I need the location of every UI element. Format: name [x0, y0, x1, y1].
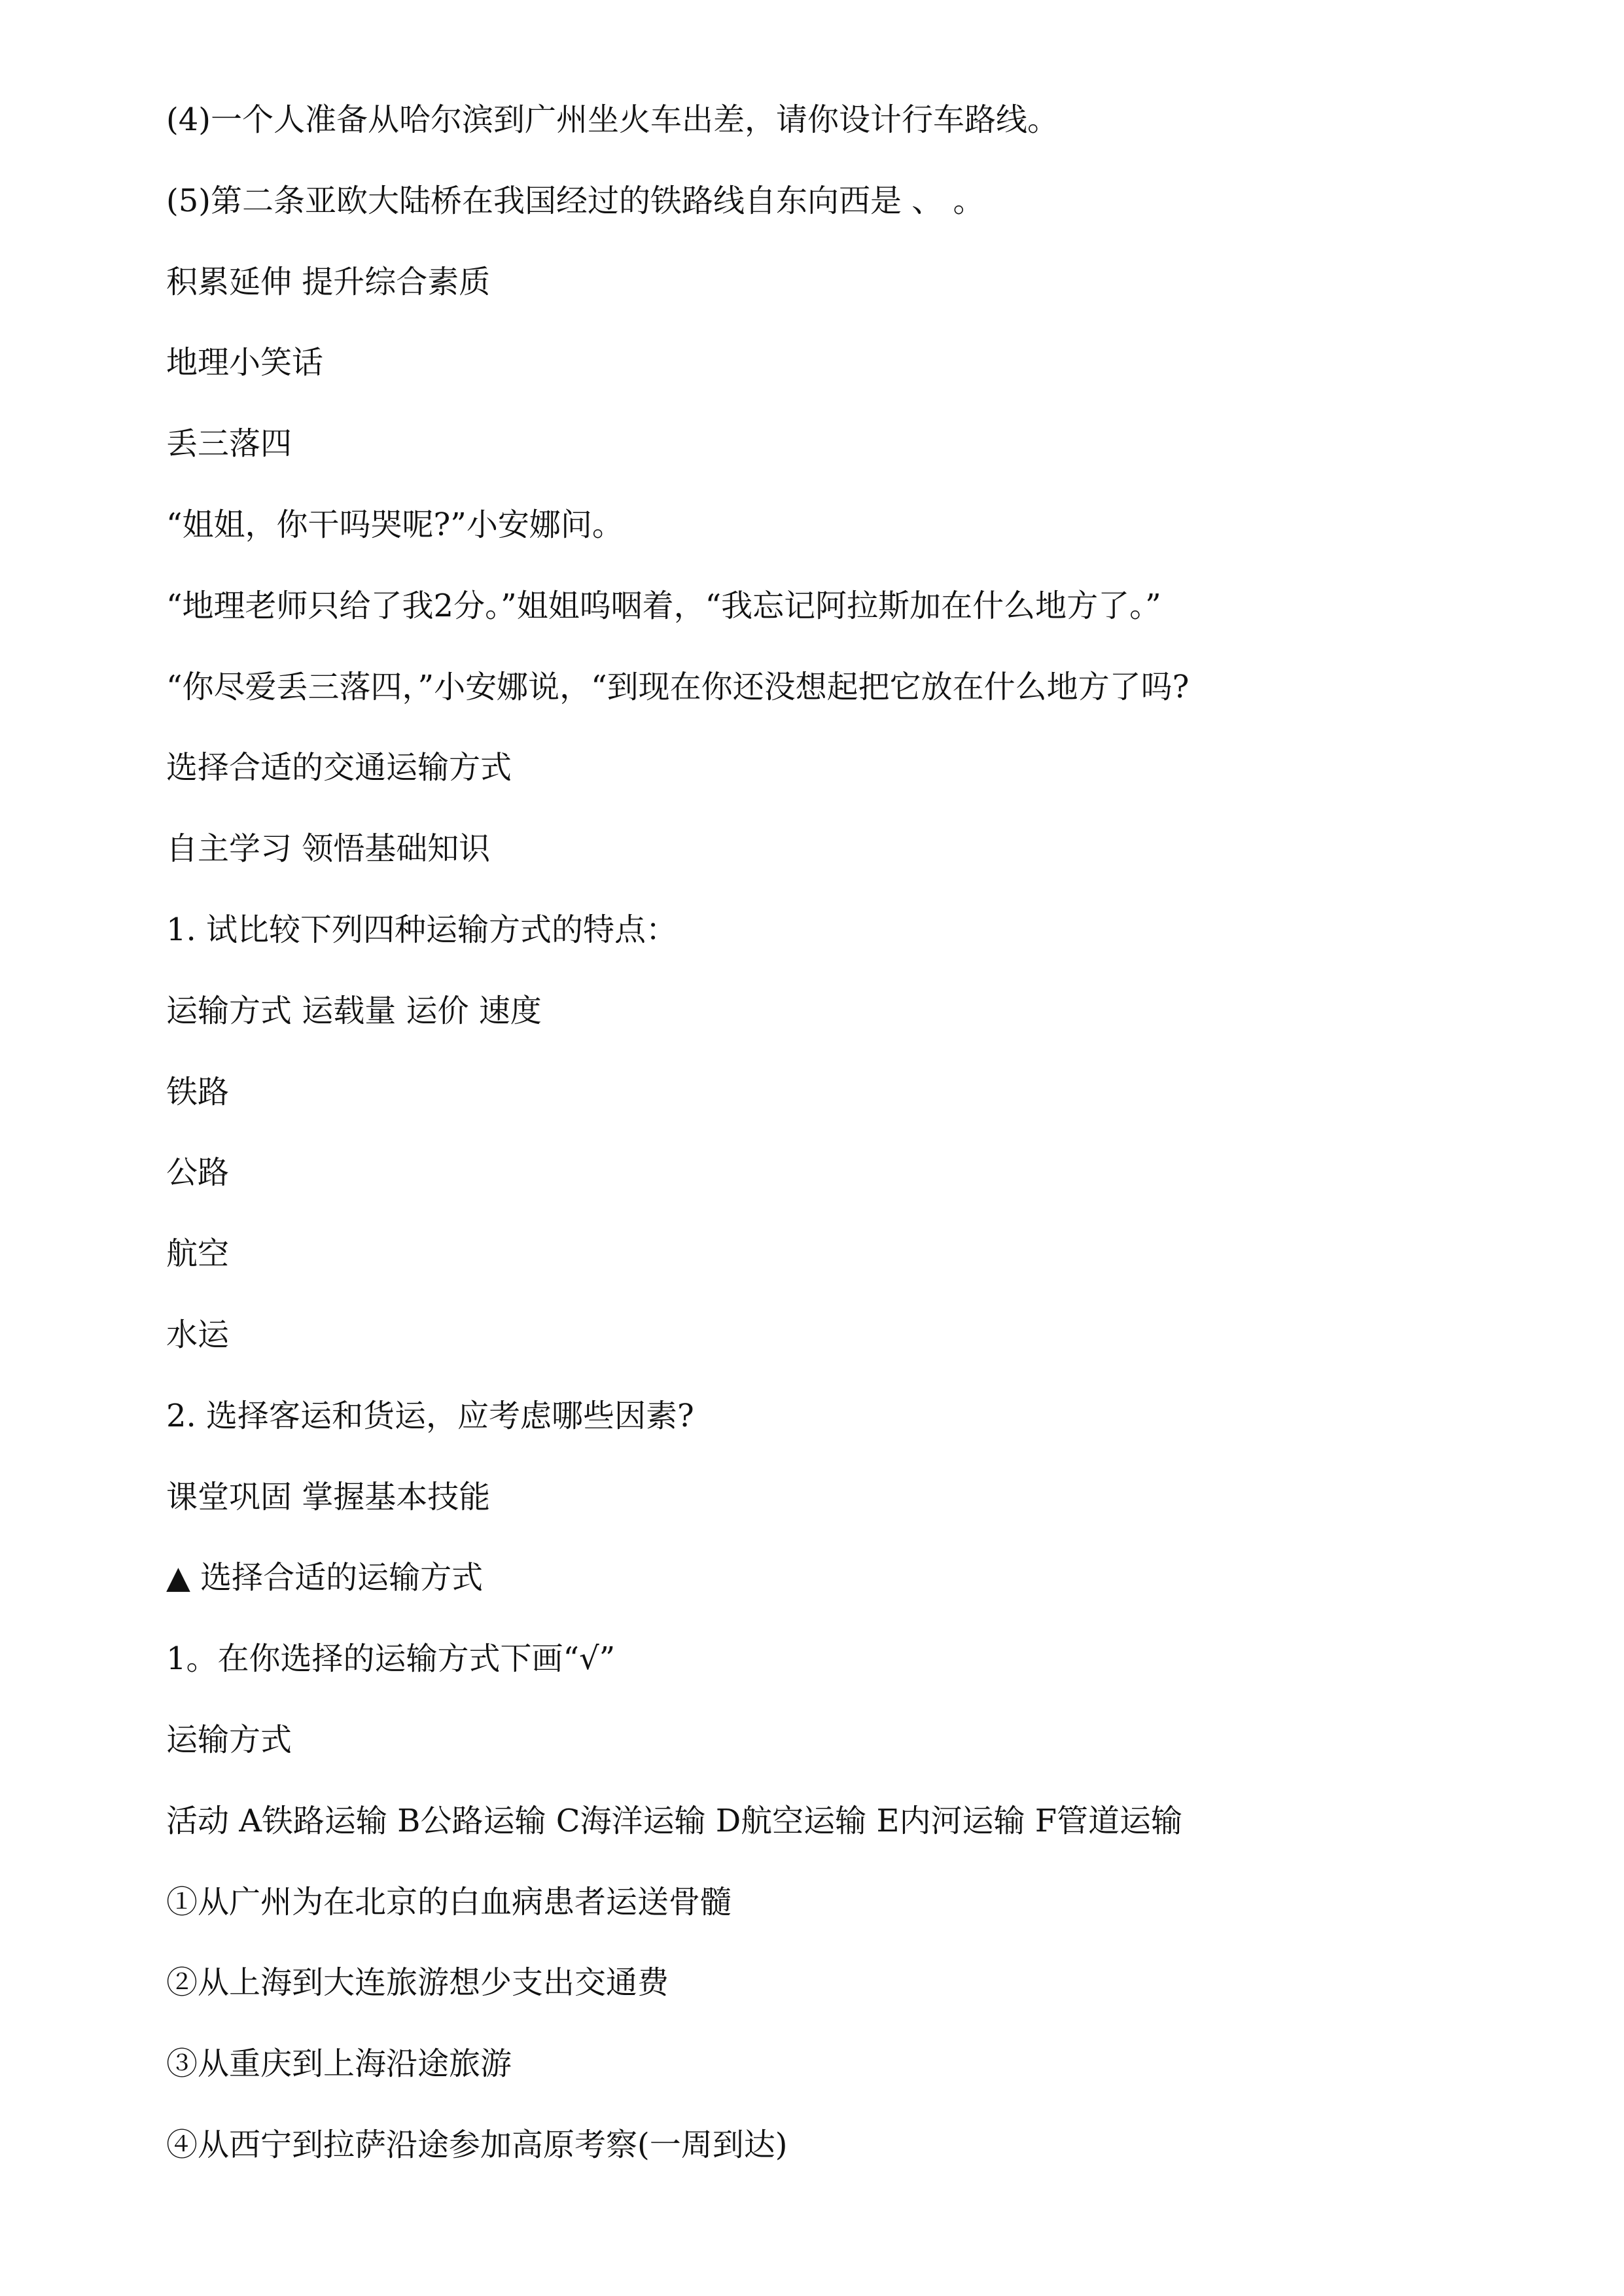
activity-item-4: ④从西宁到拉萨沿途参加高原考察(一周到达) — [166, 2126, 788, 2163]
table-caption-mode: 运输方式 — [166, 1721, 292, 1758]
activity-item-3: ③从重庆到上海沿途旅游 — [166, 2045, 512, 2083]
instruction-check: 1。在你选择的运输方式下画“√” — [166, 1640, 616, 1678]
section-heading-practice: 课堂巩固 掌握基本技能 — [166, 1478, 491, 1515]
subheading-geography-joke: 地理小笑话 — [166, 344, 324, 381]
activity-options-row: 活动 A铁路运输 B公路运输 C海洋运输 D航空运输 E内河运输 F管道运输 — [166, 1802, 1183, 1839]
table-row-highway: 公路 — [166, 1154, 230, 1192]
question-1-compare: 1. 试比较下列四种运输方式的特点： — [166, 911, 678, 948]
table-row-water: 水运 — [166, 1316, 230, 1353]
table-row-railway: 铁路 — [166, 1073, 230, 1110]
activity-heading: ▲ 选择合适的运输方式 — [166, 1559, 484, 1597]
document-page — [166, 80, 1540, 2186]
activity-item-2: ②从上海到大连旅游想少支出交通费 — [166, 1964, 669, 2002]
section-heading-self-study: 自主学习 领悟基础知识 — [166, 830, 491, 868]
question-5-eurasian-bridge: (5)第二条亚欧大陆桥在我国经过的铁路线自东向西是 、 。 — [166, 182, 985, 219]
table-row-aviation: 航空 — [166, 1235, 230, 1273]
question-4-route: (4)一个人准备从哈尔滨到广州坐火车出差，请你设计行车路线。 — [166, 101, 1059, 138]
activity-item-1: ①从广州为在北京的白血病患者运送骨髓 — [166, 1883, 732, 1920]
joke-title: 丢三落四 — [166, 425, 292, 463]
joke-paragraph: “姐姐，你干吗哭呢?”小安娜问。 — [166, 506, 624, 543]
joke-paragraph: “你尽爱丢三落四，”小安娜说，“到现在你还没想起把它放在什么地方了吗? — [166, 668, 1190, 705]
question-2-factors: 2. 选择客运和货运，应考虑哪些因素? — [166, 1397, 694, 1434]
section-heading-extension: 积累延伸 提升综合素质 — [166, 263, 491, 300]
joke-paragraph: “地理老师只给了我2分。”姐姐呜咽着，“我忘记阿拉斯加在什么地方了。” — [166, 587, 1161, 624]
lesson-title: 选择合适的交通运输方式 — [166, 749, 512, 786]
table-header: 运输方式 运载量 运价 速度 — [166, 992, 542, 1029]
